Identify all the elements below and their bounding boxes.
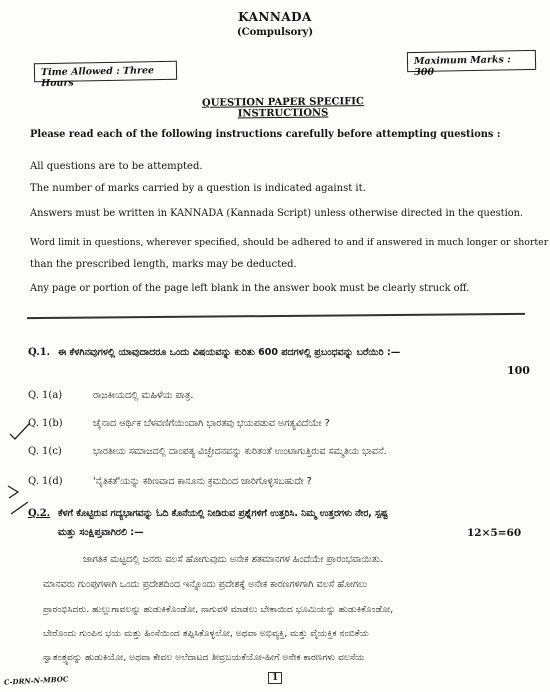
instruction-item: Word limit in questions, wherever specified, should be adhered to and if answered in much longer or shorter	[30, 237, 549, 248]
instruction-item: Answers must be written in KANNADA (Kannada Script) unless otherwise directed in the question.	[30, 208, 524, 219]
subquestion-text: ರಾಜಕೀಯದಲ್ಲಿ ಮಹಿಳೆಯ ಪಾತ್ರ.	[93, 390, 194, 401]
passage-line: ಮಾನವರು ಗುಂಪುಗಳಾಗಿ ಒಂದು ಪ್ರದೇಶದಿಂದ ಇನ್ನೊಂದು ಪ್ರದೇಶಕ್ಕೆ ಅನೇಕ ಕಾರಣಗಳಿಗಾಗಿ ವಲಸೆ ಹೋಗಲು	[43, 579, 368, 590]
instruction-item: The number of marks carried by a question is indicated against it.	[30, 183, 366, 194]
page-number: 1	[268, 672, 282, 684]
question-marks: 100	[507, 364, 530, 377]
paper-subtitle: (Compulsory)	[236, 27, 314, 38]
passage-line: ಸ್ವಾತಂತ್ರ್ಯವನ್ನು ಹುಡುಕಿಯೋ, ಅಥವಾ ಕೇವಲ ಅಲೆದಾಟದ ತೀವ್ರಬಯಕೆಯೋ-ಹೀಗೆ ಅನೇಕ ಕಾರಣಗಳು ವಲಸೆಯ	[43, 652, 365, 663]
subquestion-text: 'ನೈತಿಕತೆ'ಯನ್ನು ಕಠಿಣವಾದ ಕಾನೂನು ಕ್ರಮದಿಂದ ಜಾರಿಗೊಳ್ಳಿಸಬಹುದೇ ?	[93, 476, 312, 487]
passage-line: ಪ್ರಾರಂಭಿಸಿದರು. ಹುಲ್ಲುಗಾವಲನ್ನು ಹುಡುಕಿಕೊಂಡೋ, ಸಾಗುವಳಿ ಮಾಡಲು ಬೇಕಾಯಿದ ಭೂಮಿಯನ್ನು ಹುಡುಕಿಕೊಂಡೋ,	[43, 604, 394, 615]
subquestion-text: ಭಾರತೀಯ ಸಮಾಜದಲ್ಲಿ ದಾಂಪತ್ಯ ವಿಚ್ಛೇದನವನ್ನು ಕುರಿತಂತೆ ಉಂಟಾಗುತ್ತಿರುವ ಸಮ್ಮತಿಯ ಭಾವನೆ.	[93, 446, 387, 457]
instruction-item: than the prescribed length, marks may be deducted.	[30, 259, 297, 270]
question-text: ಈ ಕೆಳಗಿನವುಗಳಲ್ಲಿ ಯಾವುದಾದರೂ ಒಂದು ವಿಷಯವನ್ನು ಕುರಿತು 600 ಪದಗಳಲ್ಲಿ ಪ್ರಬಂಧವನ್ನು ಬರೆಯಿರಿ :—	[58, 347, 401, 358]
question-number: Q.1.	[28, 347, 51, 358]
pen-tick-mark	[10, 500, 30, 516]
instruction-item: All questions are to be attempted.	[30, 161, 203, 172]
section-divider	[27, 313, 525, 319]
time-allowed-box: Time Allowed : Three Hours	[34, 61, 177, 82]
subquestion-label: Q. 1(d)	[28, 476, 63, 487]
maximum-marks-box: Maximum Marks : 300	[407, 50, 536, 72]
passage-line: ಬೇರೊಂದು ಗುಂಪಿನ ಭಯ ಮತ್ತು ಹಿಂಸೆಯಿಂದ ತಪ್ಪಿಸಿಕೊಳ್ಳಲೋ, ಅಥವಾ ಅಭಿವ್ಯಕ್ತಿ, ಮತ್ತು ವೈಯಕ್ತಿಕ ನಂಬಿಕೆಯ	[43, 628, 369, 639]
question-text-continued: ಮತ್ತು ಸಂಕ್ಷಿಪ್ತವಾಗಿರಲಿ :—	[58, 527, 144, 538]
subquestion-text: ಚೈನಾದ ಆರ್ಥಿಕ ಬೆಳವಣಿಗೆಯಿಂದಾಗಿ ಭಾರತವು ಭಯಪಡುವ ಅಗತ್ಯವಿದೆಯೇ ?	[93, 418, 330, 429]
question-text: ಕೆಳಗೆ ಕೊಟ್ಟಿರುವ ಗದ್ಯಭಾಗವನ್ನು ಓದಿ ಕೊನೆಯಲ್ಲಿ ನೀಡಿರುವ ಪ್ರಶ್ನೆಗಳಿಗೆ ಉತ್ತರಿಸಿ. ನಿಮ್ಮ ಉತ್ತರಗಳು ನೇರ, ಸ್ಪಷ್ಟ	[58, 508, 388, 519]
paper-code: C-DRN-N-MBOC	[3, 674, 69, 687]
pen-check-mark	[6, 478, 28, 500]
question-number: Q.2.	[28, 508, 51, 519]
subquestion-label: Q. 1(b)	[28, 418, 63, 429]
question-marks: 12×5=60	[467, 527, 522, 539]
instructions-lead: Please read each of the following instructions carefully before attempting questions :	[30, 129, 501, 140]
subquestion-label: Q. 1(c)	[28, 446, 62, 457]
pen-check-mark	[8, 420, 32, 442]
instructions-heading: QUESTION PAPER SPECIFIC INSTRUCTIONS	[201, 96, 364, 120]
subquestion-label: Q. 1(a)	[28, 390, 63, 401]
paper-title: KANNADA	[238, 10, 312, 24]
instruction-item: Any page or portion of the page left blank in the answer book must be clearly struck off.	[30, 283, 470, 294]
passage-line: ಜಾಗತಿಕ ಮಟ್ಟದಲ್ಲಿ ಜನರು ವಲಸೆ ಹೋಗುವುದು ಅನೇಕ ಶತಮಾನಗಳ ಹಿಂದೆಯೇ ಪ್ರಾರಂಭವಾಯಿತು.	[83, 554, 383, 565]
